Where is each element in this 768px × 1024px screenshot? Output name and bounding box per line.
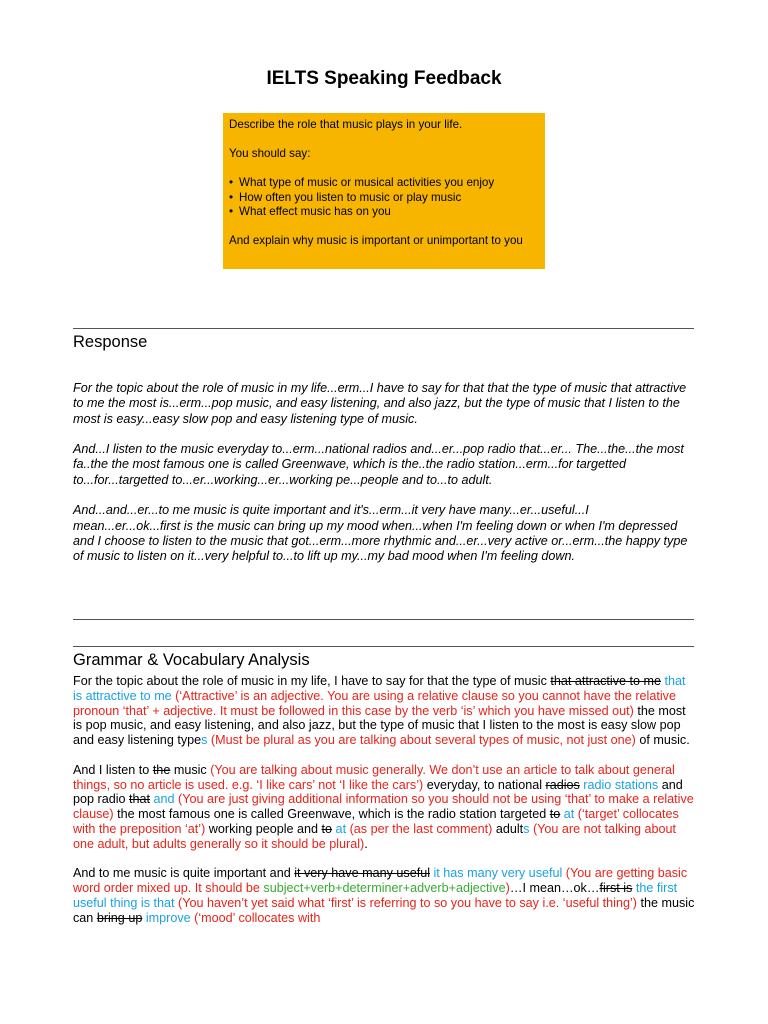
text: For the topic about the role of music in my life, I have to say for that the type of music bbox=[73, 674, 551, 688]
task-bullet: • What type of music or musical activities you enjoy bbox=[229, 176, 539, 191]
response-heading: Response bbox=[73, 333, 148, 351]
analysis-paragraph-2 bbox=[73, 763, 695, 852]
correction: and bbox=[150, 792, 175, 807]
struck-text: first is bbox=[599, 881, 633, 896]
struck-text: that bbox=[129, 792, 151, 807]
response-paragraph: And...I listen to the music everyday to...erm...national radios and...er...pop radio that...er... The...the...the most fa..the the most famous one is called Greenwave, which is the..the radio station...erm...for targetted to...for...targetted to...er...working...er...working pe...people and to...to adult. bbox=[73, 442, 684, 487]
correction: it has many very useful bbox=[430, 866, 563, 881]
comment: (as per the last comment) bbox=[346, 821, 493, 836]
task-bullet: • What effect music has on you bbox=[229, 205, 539, 220]
comment: (You are not talking about one adult, but adults generally so it should be plural) bbox=[73, 821, 677, 851]
document-title: IELTS Speaking Feedback bbox=[266, 68, 502, 89]
correction: the first useful thing is that bbox=[73, 881, 678, 910]
text: and pop radio bbox=[73, 777, 683, 807]
struck-text: the bbox=[152, 762, 171, 777]
comment: (Must be plural as you are talking about several types of music, not just one) bbox=[207, 733, 636, 748]
comment: (‘target’ collocates with the preposition ‘at’) bbox=[73, 807, 679, 836]
response-paragraph: For the topic about the role of music in my life...erm...I have to say for that that the type of music that attractive to me the most is...erm...pop music, and easy listening, and also jazz, but the type of music that I listen to the most is easy...easy slow pop and easy listening type of music. bbox=[73, 381, 687, 426]
struck-text: bring up bbox=[96, 910, 143, 925]
text: the most is pop music, and easy listening, and also jazz, but the type of music that I listen to the most is easy slow pop and easy listening type bbox=[73, 703, 686, 748]
divider bbox=[73, 328, 694, 329]
correction: s bbox=[201, 733, 208, 748]
task-card bbox=[223, 113, 545, 269]
comment: (You are just giving additional information so you should not be using ‘that’ to make a relative clause) bbox=[73, 792, 694, 822]
text: And to me music is quite important and bbox=[73, 866, 295, 881]
divider bbox=[73, 619, 694, 620]
task-say: You should say: bbox=[229, 147, 311, 160]
response-paragraph: And...and...er...to me music is quite important and it's...erm...it very have many...er...useful...I mean...er...ok...first is the music can bring up my mood when...when I'm feeling down or when I'm depressed and I choose to listen to the music that got...erm...more rhythmic and...er...very active or...erm...the happy type of music to listen on it...very helpful to...to lift up my...my bad mood when I'm feeling down. bbox=[73, 503, 688, 564]
structure-formula: subject+verb+determiner+adverb+adjective bbox=[263, 881, 506, 896]
correction: s bbox=[523, 821, 530, 836]
task-intro: Describe the role that music plays in your life. bbox=[229, 118, 463, 131]
text: music bbox=[170, 762, 211, 777]
text: …I mean…ok… bbox=[509, 881, 600, 896]
comment: (You haven’t yet said what ‘first’ is referring to so you have to say i.e. ‘useful thing’) bbox=[174, 895, 637, 910]
analysis-paragraph-1 bbox=[73, 674, 695, 748]
correction: at bbox=[560, 807, 575, 822]
correction: improve bbox=[142, 910, 191, 925]
divider bbox=[73, 646, 694, 647]
text: adult bbox=[492, 821, 524, 836]
analysis-heading: Grammar & Vocabulary Analysis bbox=[73, 651, 310, 669]
struck-text: that attractive to me bbox=[550, 674, 661, 688]
text: of music. bbox=[635, 733, 690, 748]
text: the music can bbox=[73, 895, 695, 925]
analysis-paragraph-3 bbox=[73, 866, 695, 925]
analysis-body bbox=[73, 674, 695, 940]
comment: (You are talking about music generally. We don’t use an article to talk about general things, so no article is used. e.g. ‘I like cars’ not ‘I like the cars’) bbox=[73, 762, 675, 792]
comment: (You are getting basic word order mixed up. It should be bbox=[73, 866, 688, 896]
comment: (‘mood’ collocates with bbox=[190, 910, 321, 925]
text: everyday, to national bbox=[423, 777, 546, 792]
correction: that is attractive to me bbox=[73, 674, 686, 703]
text: working people and bbox=[205, 821, 322, 836]
text: . bbox=[364, 836, 368, 851]
comment: ) bbox=[505, 881, 510, 896]
struck-text: to bbox=[321, 821, 333, 836]
correction: at bbox=[332, 821, 347, 836]
task-bullets bbox=[229, 176, 539, 220]
text: And I listen to bbox=[73, 762, 153, 777]
task-bullet: • How often you listen to music or play music bbox=[229, 191, 539, 206]
correction: radio stations bbox=[579, 777, 659, 792]
comment: (‘Attractive’ is an adjective. You are using a relative clause so you cannot have the relative pronoun ‘that’ + adjective. It must be followed in this case by the verb ‘is’ which you have missed out) bbox=[73, 688, 676, 718]
task-explain: And explain why music is important or unimportant to you bbox=[229, 234, 523, 247]
struck-text: radios bbox=[545, 777, 580, 792]
struck-text: it very have many useful bbox=[294, 866, 430, 881]
struck-text: to bbox=[549, 807, 561, 822]
text: the most famous one is called Greenwave, which is the radio station targeted bbox=[113, 807, 550, 822]
response-body bbox=[73, 381, 695, 580]
